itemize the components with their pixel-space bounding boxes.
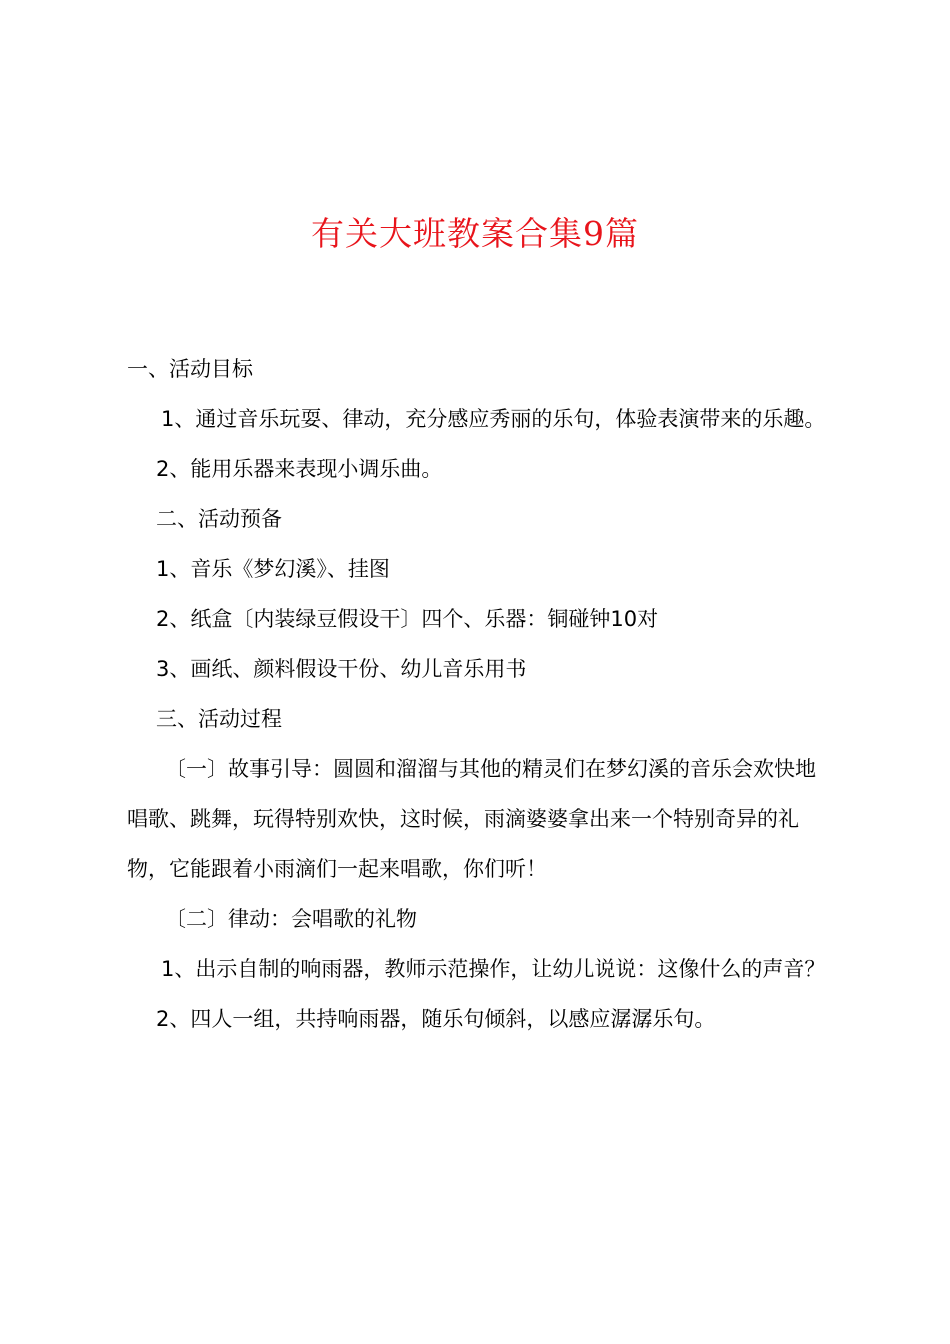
paragraph-process-step-1: 1、出示自制的响雨器，教师示范操作，让幼儿说说：这像什么的声音？ bbox=[161, 957, 826, 981]
document-title: 有关大班教案合集9篇 bbox=[311, 214, 639, 253]
section-heading-preparation: 二、活动预备 bbox=[156, 507, 282, 531]
section-heading-goals: 一、活动目标 bbox=[127, 357, 253, 381]
paragraph-preparation-2: 2、纸盒〔内装绿豆假设干〕四个、乐器：铜碰钟10对 bbox=[156, 607, 659, 631]
paragraph-goal-2: 2、能用乐器来表现小调乐曲。 bbox=[156, 457, 443, 481]
paragraph-preparation-1: 1、音乐《梦幻溪》、挂图 bbox=[156, 557, 390, 581]
paragraph-process-rhythm: 〔二〕律动：会唱歌的礼物 bbox=[165, 907, 417, 931]
paragraph-process-story: 〔一〕故事引导：圆圆和溜溜与其他的精灵们在梦幻溪的音乐会欢快地唱歌、跳舞，玩得特别欢快，这时候，雨滴婆婆拿出来一个特别奇异的礼物，它能跟着小雨滴们一起来唱歌，你们听！ bbox=[127, 757, 816, 881]
paragraph-preparation-3: 3、画纸、颜料假设干份、幼儿音乐用书 bbox=[156, 657, 527, 681]
document-body bbox=[127, 344, 835, 1044]
paragraph-process-step-2: 2、四人一组，共持响雨器，随乐句倾斜，以感应潺潺乐句。 bbox=[156, 1007, 716, 1031]
paragraph-goal-1: 1、通过音乐玩耍、律动，充分感应秀丽的乐句，体验表演带来的乐趣。 bbox=[161, 407, 826, 431]
section-heading-process: 三、活动过程 bbox=[156, 707, 282, 731]
